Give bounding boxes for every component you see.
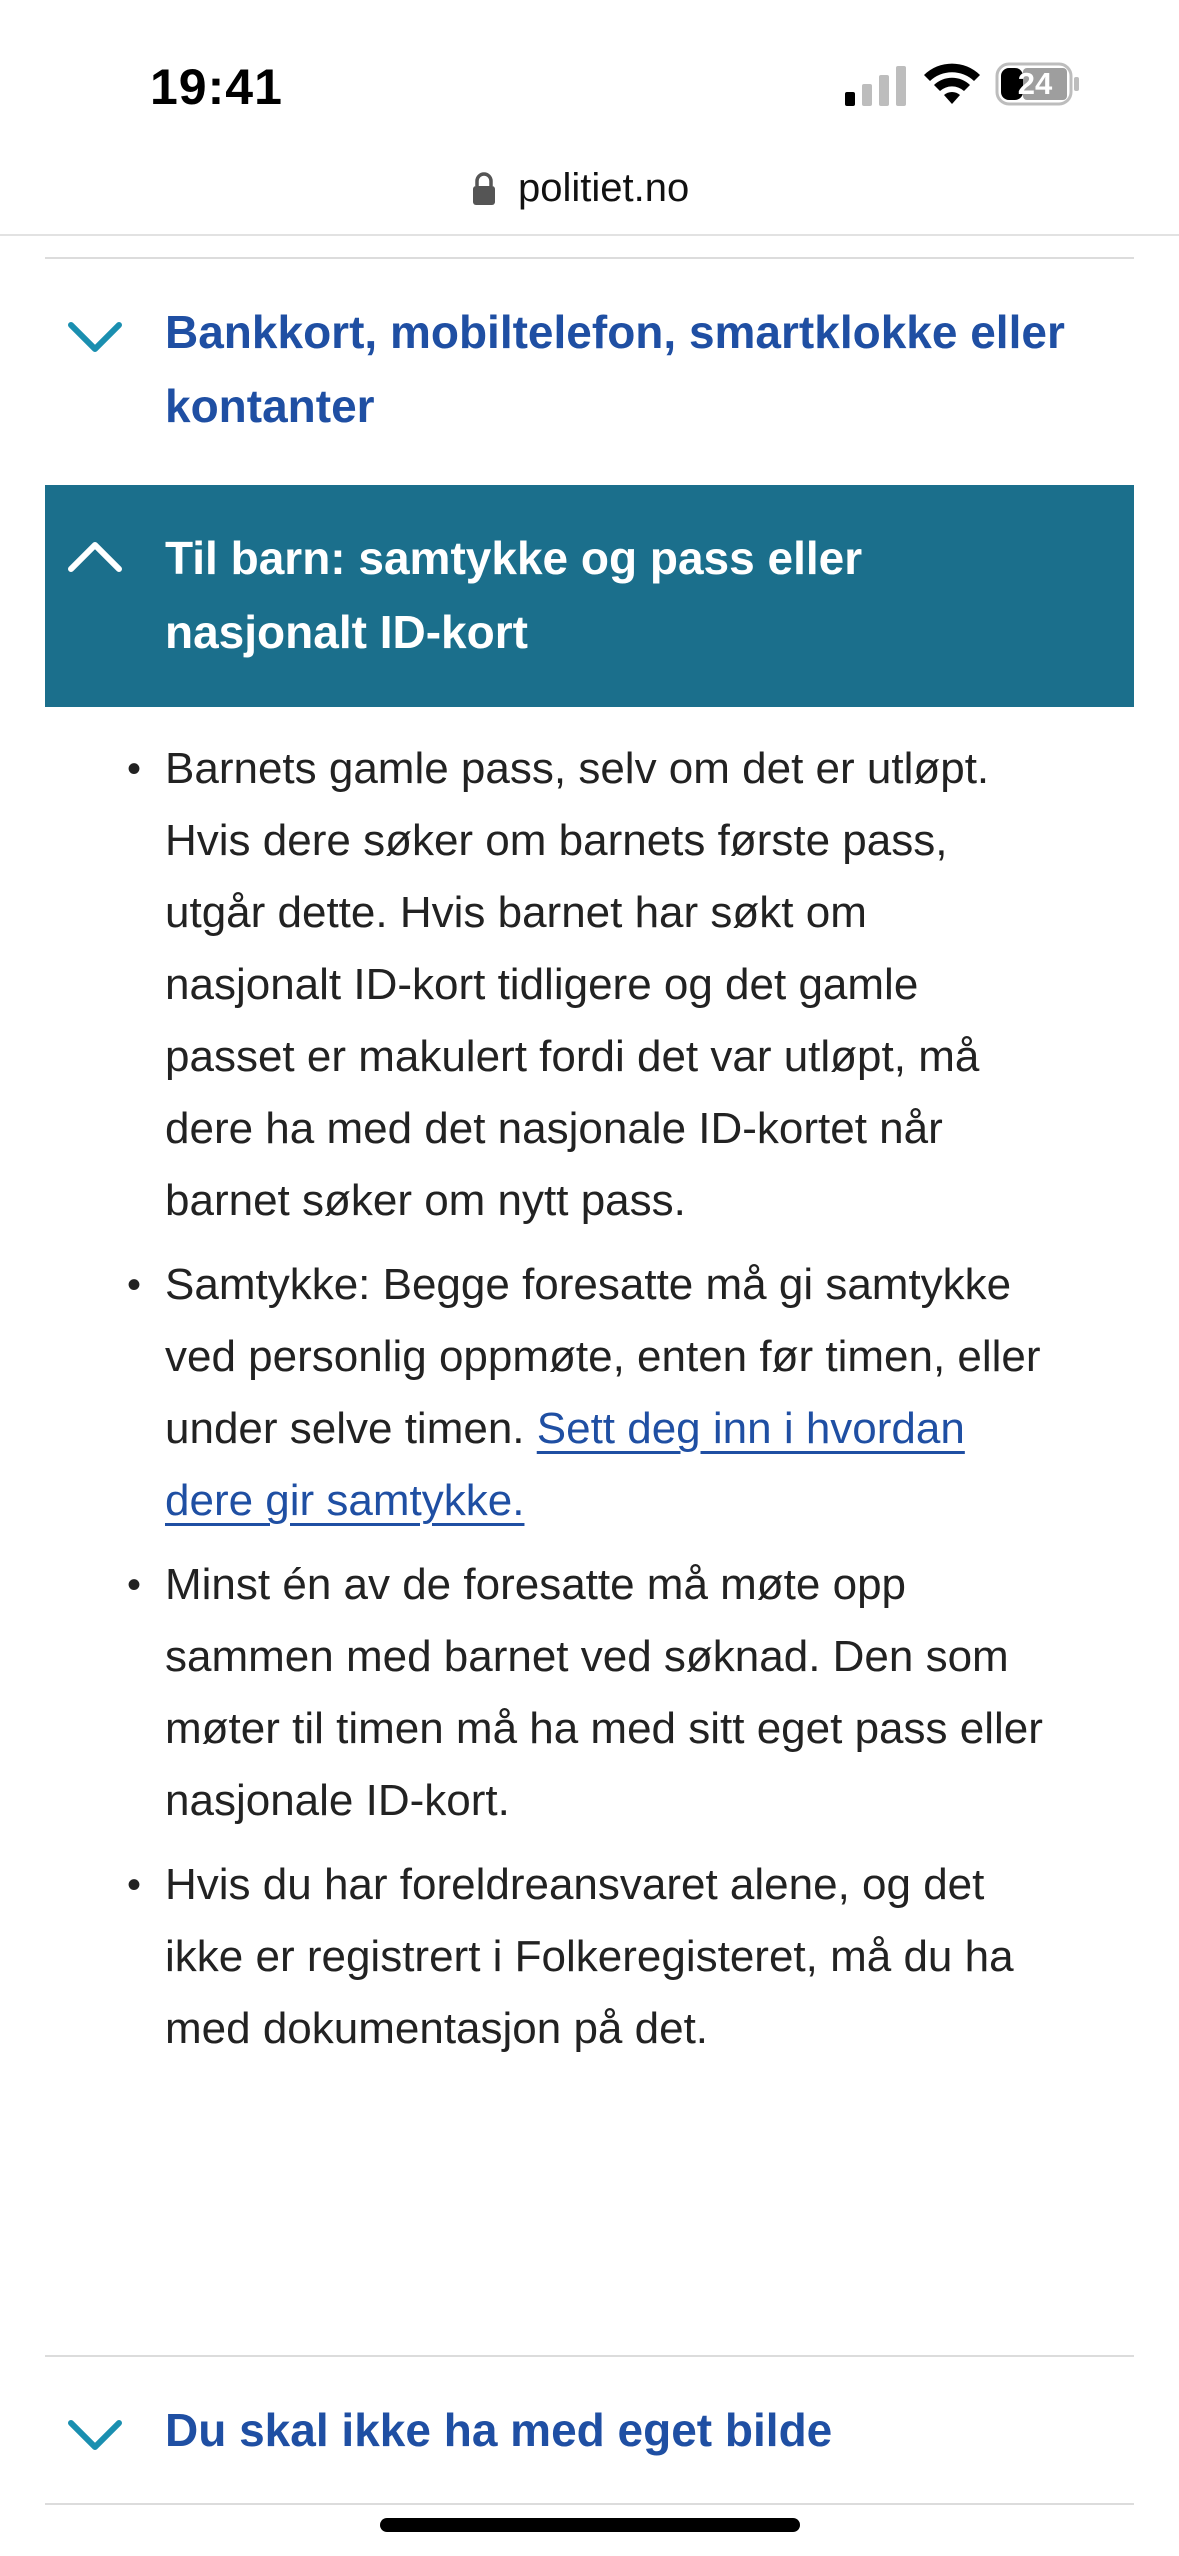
chevron-down-icon	[67, 317, 123, 357]
home-indicator[interactable]	[380, 2518, 800, 2532]
status-bar	[0, 0, 1179, 140]
samtykke-link[interactable]: Sett deg inn i hvordan dere gir samtykke.	[165, 1404, 965, 1525]
accordion-item-bilde[interactable]	[45, 2393, 1134, 2503]
list-item: • Barnets gamle pass, selv om det er utløpt. Hvis dere søker om barnets første pass, utgår dette. Hvis barnet har søkt om nasjonalt ID-kort tidligere og det gamle passet er makulert fordi det var utløpt, må dere ha med det nasjonale ID-kortet når barnet søker om nytt pass.	[165, 733, 1045, 1237]
accordion-title[interactable]: Du skal ikke ha med eget bilde	[165, 2404, 833, 2456]
accordion-content-barn	[165, 733, 1045, 2077]
divider	[45, 2503, 1134, 2505]
list-item: • Hvis du har foreldreansvaret alene, og det ikke er registrert i Folkeregisteret, må du ha med dokumentasjon på det.	[165, 1849, 1045, 2065]
status-time: 19:41	[150, 59, 283, 115]
divider	[45, 257, 1134, 259]
list-item-text: Samtykke: Begge foresatte må gi samtykke ved personlig oppmøte, enten før timen, eller under selve timen.	[165, 1260, 1041, 1453]
chevron-down-icon	[67, 2415, 123, 2455]
accordion-title[interactable]: Til barn: samtykke og pass eller nasjonalt ID-kort	[165, 532, 863, 658]
cellular-signal-icon	[845, 64, 907, 106]
chevron-up-icon	[67, 537, 123, 577]
accordion-title[interactable]: Bankkort, mobiltelefon, smartklokke eller kontanter	[165, 306, 1065, 432]
list-item	[165, 1249, 1045, 1537]
wifi-icon	[922, 60, 982, 106]
bullet-list	[165, 733, 1045, 2065]
accordion-item-barn-header[interactable]	[45, 485, 1134, 707]
battery-level: 24	[1017, 66, 1053, 101]
list-item: • Minst én av de foresatte må møte opp sammen med barnet ved søknad. Den som møter til timen må ha med sitt eget pass eller nasjonale ID-kort.	[165, 1549, 1045, 1837]
lock-icon	[472, 172, 496, 206]
divider	[45, 2355, 1134, 2357]
accordion-item-bankkort[interactable]	[45, 295, 1134, 445]
url-text[interactable]: politiet.no	[518, 166, 690, 210]
